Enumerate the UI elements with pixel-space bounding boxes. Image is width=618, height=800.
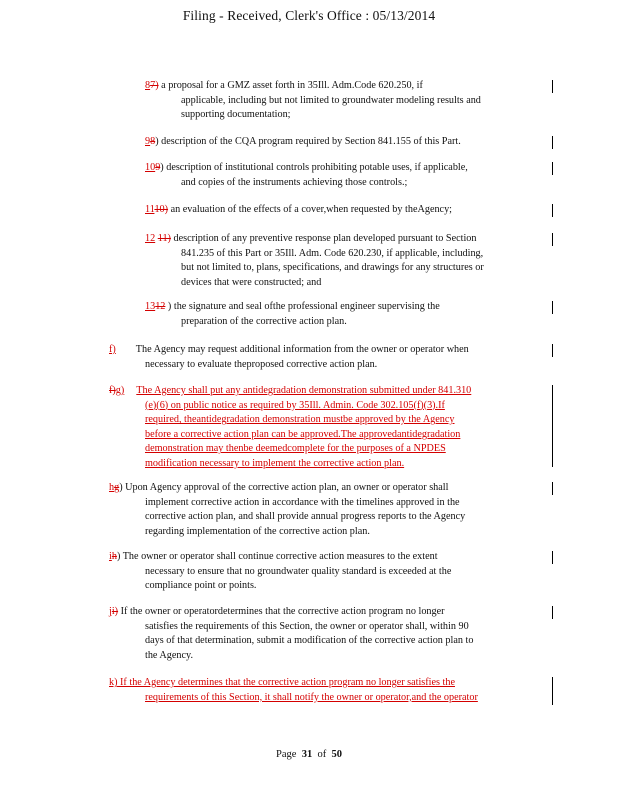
page-total: 50 (331, 749, 342, 760)
number-new: 8 (145, 80, 151, 91)
of-word: of (317, 749, 327, 760)
item-11: 1110) an evaluation of the effects of a cover,when requested by theAgency; (145, 204, 453, 215)
page-number: 31 (301, 749, 313, 760)
change-bar (552, 344, 553, 357)
item-9: 98) description of the CQA program required by Section 841.155 of this Part. (145, 136, 461, 147)
item-8: 87) a proposal for a GMZ asset forth in 35Ill. Adm.Code 620.250, if applicable, including but not limited to groundwater modeling results and supporting documentation; (145, 80, 481, 121)
change-bar (552, 162, 553, 175)
item-10: 109) description of institutional controls prohibiting potable uses, if applicable, and copies of the instruments achieving those controls.; (145, 162, 468, 188)
item-f: f) The Agency may request additional information from the owner or operator when necessary to evaluate theproposed corrective action plan. (109, 344, 469, 370)
change-bar (552, 677, 553, 705)
number-deleted: 7) (150, 80, 159, 91)
change-bar (552, 136, 553, 149)
item-j: ji) If the owner or operatordetermines that the corrective action program no longer satisfies the requirements of this Section, the owner or operator shall, within 90 days of that determination, submit a modification of the corrective action plan to the Agency. (109, 606, 474, 661)
page-footer (0, 749, 618, 760)
change-bar (552, 301, 553, 314)
change-bar (552, 606, 553, 619)
item-k-inserted: k) If the Agency determines that the corrective action program no longer satisfies the requirements of this Section, it shall notify the owner or operator,and the operator (109, 677, 478, 703)
item-12: 12 11) description of any preventive response plan developed pursuant to Section 841.235 of this Part or 35Ill. Adm. Code 620.230, if applicable, including, but not limited to, plans, specifications, and drawings for any structures or devices that were constructed; and (145, 233, 484, 288)
item-h: hg) Upon Agency approval of the corrective action plan, an owner or operator shall implement corrective action in accordance with the timelines approved in the corrective action plan, and shall provide annual progress reports to the Agency regarding implementation of the corrective action plan. (109, 482, 466, 537)
change-bar (552, 233, 553, 246)
change-bar (552, 551, 553, 564)
change-bar (552, 482, 553, 495)
item-g-inserted: f)g) The Agency shall put any antidegradation demonstration submitted under 841.310 (e)(6) on public notice as required by 35Ill. Admin. Code 302.105(f)(3).If required, theantidegradation demonstration mustbe approved by the Agency before a corrective action plan can be approved.The approvedantidegradation demonstration may thenbe deemedcomplete for the purposes of a NPDES modification necessary to implement the corrective action plan. (109, 385, 472, 469)
item-i: ih) The owner or operator shall continue corrective action measures to the extent necessary to ensure that no groundwater quality standard is exceeded at the compliance point or points. (109, 551, 452, 592)
item-13: 1312 ) the signature and seal ofthe professional engineer supervising the preparation of the corrective action plan. (145, 301, 440, 327)
change-bar (552, 204, 553, 217)
change-bar (552, 385, 553, 467)
filing-header: Filing - Received, Clerk's Office : 05/13/2014 (182, 8, 436, 23)
page-word: Page (276, 749, 297, 760)
change-bar (552, 80, 553, 93)
